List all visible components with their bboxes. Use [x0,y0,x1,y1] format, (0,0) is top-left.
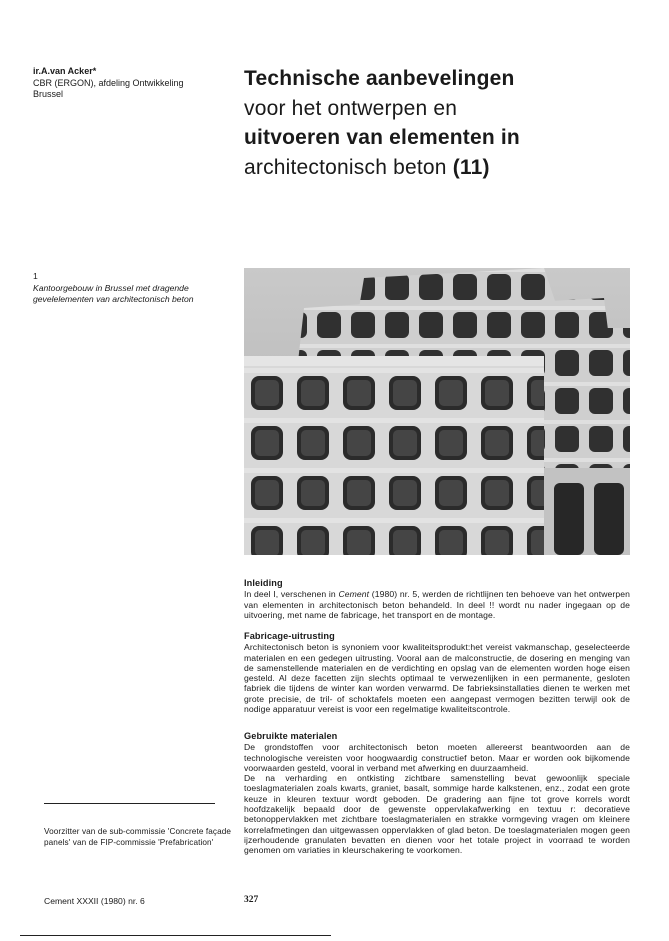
title-part-number: (11) [452,155,490,179]
author-city: Brussel [33,89,64,99]
page-number: 327 [244,895,259,905]
figure-caption [33,271,233,306]
section-inleiding [244,578,630,620]
section-paragraph: De na verharding en ontkisting zichtbare samenstelling bevat gewoonlijk speciale toeslagmaterialen zoals kwarts, graniet, basalt, sommige harde kalkstenen, enz., zodat een grote keuze in kleuren textuur wordt geboden. De gradering aan fijne tot grove korrels wordt hoofdzakelijk bepaald door de gewenste oppervlakafwerking en textuu r: decoratieve betonoppervlakken met zichtbare toeslagmaterialen en strakke vormgeving vragen om kleinere korrelafmetingen dan uitgewassen oppervlakken of glad beton. De toeslagmaterialen mogen geen ijzerhoudende granulaten bevatten en dienen voor het totale project in voorraad te worden genomen om variaties in kleurschakering te voorkomen. [244,773,630,856]
section-heading: Fabricage-uitrusting [244,631,335,641]
section-paragraph: De grondstoffen voor architectonisch beton moeten allereerst beantwoorden aan de technologische vereisten voor hoogwaardig constructief beton. Maar er worden ook bijkomende voorwaarden gesteld, vooral in verband met afwerking en duurzaamheid. [244,742,630,773]
section-heading: Gebruikte materialen [244,731,338,741]
author-name: ir.A.van Acker* [33,66,97,76]
footnote: Voorzitter van de sub-commissie 'Concrete façade panels' van de FIP-commissie 'Prefabrication' [44,827,232,847]
title-line-1: Technische aanbevelingen [244,67,515,90]
author-block [33,66,233,101]
section-fabricage [244,631,630,714]
section-paragraph: In deel I, verschenen in Cement (1980) nr. 5, werden de richtlijnen ten behoeve van het ontwerpen van elementen in architectonisch beton behandeld. In deel !! wordt nu nader ingegaan op de uitvoering, met name de fabricage, het transport en de montage. [244,589,631,620]
title-line-2: voor het ontwerpen en [244,96,458,120]
footnote-divider [44,803,215,804]
section-paragraph: Architectonisch beton is synoniem voor kwaliteitsprodukt:het vereist vakmanschap, geselecteerde materialen en een gedegen uitrusting. Vooral aan de malconstructie, de dosering en menging van de samenstellende materialen en de verdichting en opslag van de elementen worden hoge eisen gesteld. Al deze facetten zijn slechts optimaal te verwezenlijken in een permanente, gesloten fabriek die tijdens de winter kan worden verwarmd. De fabrieksinstallaties dienen te werken met grote precisie, de tril- of schoktafels moeten een aangepast vermogen bezitten terwijl ook de nodige apparatuur vereist is voor een regelmatige kwaliteitscontrole. [244,642,630,715]
figure-caption-text: Kantoorgebouw in Brussel met dragende gevelelementen van architectonisch beton [33,282,194,304]
section-materialen [244,731,630,856]
title-line-4 [244,153,654,183]
building-photo [244,268,630,555]
journal-reference: Cement XXXII (1980) nr. 6 [44,896,145,906]
figure-number: 1 [33,271,38,281]
author-affiliation: CBR (ERGON), afdeling Ontwikkeling [33,77,184,88]
title-line-4-text: architectonisch beton [244,155,453,179]
bottom-divider [20,935,331,936]
title-line-3: uitvoeren van elementen in [244,126,520,149]
article-title [244,64,654,182]
section-heading: Inleiding [244,578,283,588]
